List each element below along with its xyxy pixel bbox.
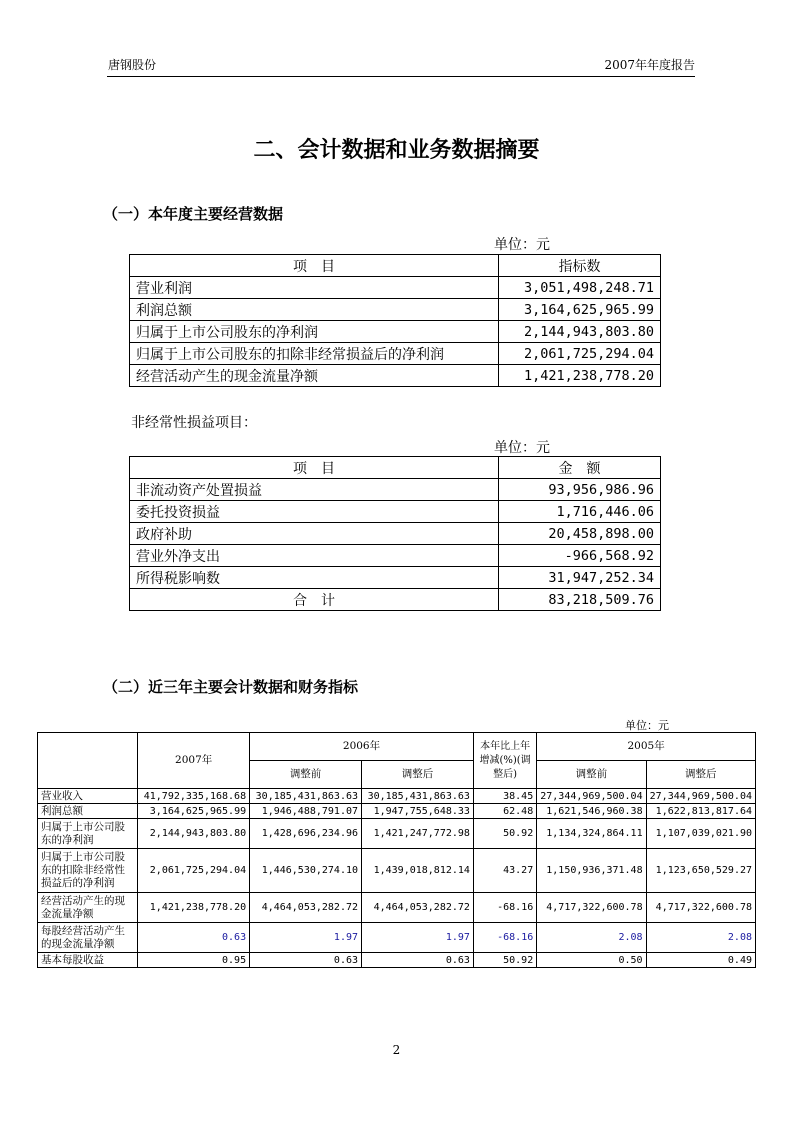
row-label: 经营活动产生的现金流量净额 [38, 893, 138, 923]
operating-data-table [129, 254, 661, 387]
nonrecurring-unit: 单位：元 [494, 440, 550, 456]
table-header-row [38, 733, 756, 761]
row-value: 2,061,725,294.04 [499, 343, 661, 365]
table-row [130, 545, 661, 567]
table-row [130, 501, 661, 523]
table-row [130, 299, 661, 321]
table-row [130, 365, 661, 387]
value-2005-after: 4,717,322,600.78 [646, 893, 755, 923]
value-2006-after: 1.97 [362, 923, 474, 953]
value-2006-after: 1,439,018,812.14 [362, 849, 474, 893]
page-title: 二、会计数据和业务数据摘要 [253, 138, 540, 163]
col-2005-header: 2005年 [537, 733, 756, 761]
value-2005-after: 2.08 [646, 923, 755, 953]
table-row [130, 567, 661, 589]
col-value-header: 指标数 [499, 255, 661, 277]
col-2006-header: 2006年 [250, 733, 474, 761]
row-label: 非流动资产处置损益 [130, 479, 499, 501]
row-label: 经营活动产生的现金流量净额 [130, 365, 499, 387]
col-amount-header: 金 额 [499, 457, 661, 479]
value-2005-after: 27,344,969,500.04 [646, 789, 755, 804]
total-label: 合 计 [130, 589, 499, 611]
row-value: 31,947,252.34 [499, 567, 661, 589]
value-2006-before: 1,428,696,234.96 [250, 819, 362, 849]
row-value: 3,051,498,248.71 [499, 277, 661, 299]
row-label: 每股经营活动产生的现金流量净额 [38, 923, 138, 953]
table-row [38, 849, 756, 893]
table-row [38, 893, 756, 923]
value-2007: 1,421,238,778.20 [138, 893, 250, 923]
value-2005-before: 27,344,969,500.04 [537, 789, 646, 804]
row-value: 93,956,986.96 [499, 479, 661, 501]
table-row [38, 804, 756, 819]
row-value: 20,458,898.00 [499, 523, 661, 545]
value-2006-before: 1,946,488,791.07 [250, 804, 362, 819]
value-2006-after: 4,464,053,282.72 [362, 893, 474, 923]
value-change: 50.92 [473, 953, 536, 968]
value-2005-before: 4,717,322,600.78 [537, 893, 646, 923]
row-label: 营业收入 [38, 789, 138, 804]
value-change: 38.45 [473, 789, 536, 804]
value-change: -68.16 [473, 893, 536, 923]
value-2005-after: 1,123,650,529.27 [646, 849, 755, 893]
total-row [130, 589, 661, 611]
value-change: -68.16 [473, 923, 536, 953]
value-change: 50.92 [473, 819, 536, 849]
row-label: 委托投资损益 [130, 501, 499, 523]
col-2005-after-header: 调整后 [646, 761, 755, 789]
value-2006-before: 30,185,431,863.63 [250, 789, 362, 804]
nonrecurring-table [129, 456, 661, 611]
row-label: 归属于上市公司股东的净利润 [38, 819, 138, 849]
row-label: 利润总额 [130, 299, 499, 321]
row-label: 归属于上市公司股东的净利润 [130, 321, 499, 343]
table-row [38, 819, 756, 849]
value-2005-after: 0.49 [646, 953, 755, 968]
value-2006-before: 4,464,053,282.72 [250, 893, 362, 923]
row-label: 归属于上市公司股东的扣除非经常性损益后的净利润 [38, 849, 138, 893]
total-value: 83,218,509.76 [499, 589, 661, 611]
col-item-header: 项 目 [130, 255, 499, 277]
value-2005-before: 1,134,324,864.11 [537, 819, 646, 849]
value-2005-after: 1,107,039,021.90 [646, 819, 755, 849]
header-blank-cell [38, 733, 138, 789]
page-number: 2 [392, 1043, 401, 1057]
row-label: 归属于上市公司股东的扣除非经常损益后的净利润 [130, 343, 499, 365]
header-report-title: 2007年年度报告 [604, 58, 695, 72]
row-label: 基本每股收益 [38, 953, 138, 968]
value-2007: 0.95 [138, 953, 250, 968]
section2-unit: 单位：元 [625, 719, 669, 732]
row-label: 所得税影响数 [130, 567, 499, 589]
value-2005-after: 1,622,813,817.64 [646, 804, 755, 819]
row-value: 1,421,238,778.20 [499, 365, 661, 387]
table-row [38, 953, 756, 968]
table-row [38, 923, 756, 953]
row-label: 利润总额 [38, 804, 138, 819]
row-value: 1,716,446.06 [499, 501, 661, 523]
value-2007: 2,144,943,803.80 [138, 819, 250, 849]
value-2007: 41,792,335,168.68 [138, 789, 250, 804]
value-2006-before: 1,446,530,274.10 [250, 849, 362, 893]
row-value: -966,568.92 [499, 545, 661, 567]
table-row [130, 343, 661, 365]
section1-unit: 单位：元 [494, 237, 550, 253]
header-divider [107, 76, 695, 77]
row-label: 政府补助 [130, 523, 499, 545]
value-2005-before: 2.08 [537, 923, 646, 953]
value-2007: 2,061,725,294.04 [138, 849, 250, 893]
value-change: 43.27 [473, 849, 536, 893]
value-2006-after: 1,947,755,648.33 [362, 804, 474, 819]
value-2007: 0.63 [138, 923, 250, 953]
table-row [130, 321, 661, 343]
value-2006-after: 0.63 [362, 953, 474, 968]
value-2005-before: 0.50 [537, 953, 646, 968]
row-label: 营业利润 [130, 277, 499, 299]
col-2007-header: 2007年 [138, 733, 250, 789]
table-row [38, 789, 756, 804]
row-label: 营业外净支出 [130, 545, 499, 567]
value-2006-before: 1.97 [250, 923, 362, 953]
table-row [130, 479, 661, 501]
value-2005-before: 1,150,936,371.48 [537, 849, 646, 893]
col-2006-after-header: 调整后 [362, 761, 474, 789]
table-row [130, 523, 661, 545]
value-2005-before: 1,621,546,960.38 [537, 804, 646, 819]
table-header-row [130, 457, 661, 479]
col-2006-before-header: 调整前 [250, 761, 362, 789]
section2-heading: （二）近三年主要会计数据和财务指标 [103, 678, 359, 696]
row-value: 2,144,943,803.80 [499, 321, 661, 343]
col-2005-before-header: 调整前 [537, 761, 646, 789]
value-2006-after: 1,421,247,772.98 [362, 819, 474, 849]
row-value: 3,164,625,965.99 [499, 299, 661, 321]
col-change-header: 本年比上年增减(%)(调整后) [473, 733, 536, 789]
table-header-row [130, 255, 661, 277]
value-2007: 3,164,625,965.99 [138, 804, 250, 819]
header-company: 唐钢股份 [108, 58, 157, 72]
value-2006-after: 30,185,431,863.63 [362, 789, 474, 804]
value-change: 62.48 [473, 804, 536, 819]
three-year-data-table [37, 732, 756, 968]
section1-heading: （一）本年度主要经营数据 [103, 205, 284, 223]
table-row [130, 277, 661, 299]
col-item-header: 项 目 [130, 457, 499, 479]
nonrecurring-heading: 非经常性损益项目： [131, 415, 257, 431]
value-2006-before: 0.63 [250, 953, 362, 968]
